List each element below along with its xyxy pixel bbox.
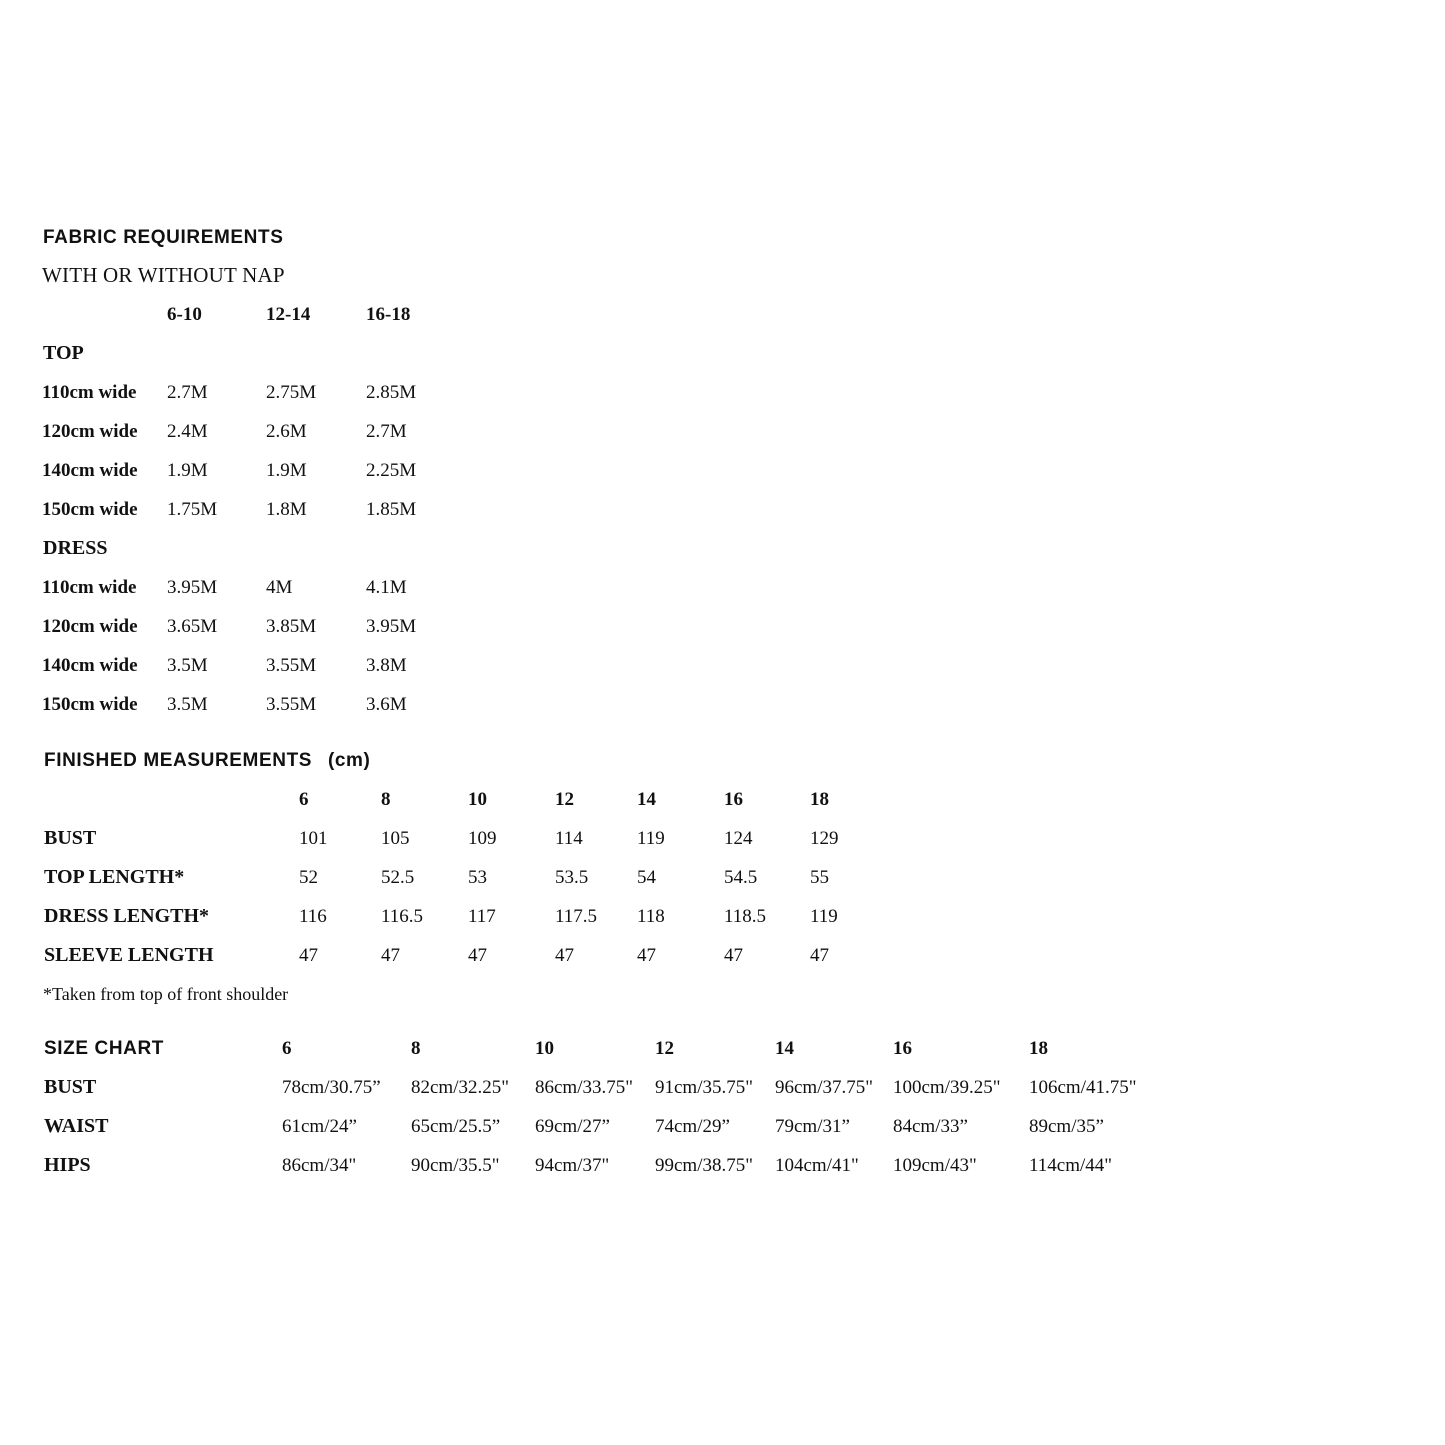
size-chart-value: 79cm/31” <box>775 1116 850 1137</box>
size-chart-value: 90cm/35.5" <box>411 1155 500 1176</box>
finished-value: 52 <box>299 867 318 888</box>
fabric-value: 2.7M <box>366 421 407 442</box>
size-chart-value: 94cm/37" <box>535 1155 610 1176</box>
finished-value: 47 <box>810 945 829 966</box>
size-chart-size-header: 14 <box>775 1038 794 1059</box>
fabric-subtitle: WITH OR WITHOUT NAP <box>42 263 285 287</box>
finished-row-label: BUST <box>44 827 97 849</box>
fabric-value: 4M <box>266 577 293 598</box>
finished-size-header: 18 <box>810 789 829 810</box>
finished-value: 47 <box>555 945 574 966</box>
finished-value: 47 <box>468 945 487 966</box>
fabric-value: 2.75M <box>266 382 317 403</box>
finished-footnote: *Taken from top of front shoulder <box>43 984 289 1004</box>
fabric-width-label: 110cm wide <box>42 382 137 403</box>
size-chart-value: 65cm/25.5” <box>411 1116 501 1137</box>
finished-value: 117 <box>468 906 496 927</box>
fabric-value: 3.5M <box>167 694 208 715</box>
fabric-value: 3.95M <box>366 616 417 637</box>
fabric-title: FABRIC REQUIREMENTS <box>43 227 284 248</box>
size-chart-size-header: 6 <box>282 1038 292 1059</box>
finished-value: 119 <box>810 906 838 927</box>
finished-value: 119 <box>637 828 665 849</box>
finished-value: 109 <box>468 828 497 849</box>
size-chart-value: 99cm/38.75" <box>655 1155 753 1176</box>
finished-value: 47 <box>724 945 743 966</box>
fabric-section-top: TOP <box>43 342 84 364</box>
size-chart-row-label: HIPS <box>44 1154 91 1176</box>
finished-value: 114 <box>555 828 583 849</box>
finished-size-header: 8 <box>381 789 391 810</box>
size-chart-value: 74cm/29” <box>655 1116 730 1137</box>
fabric-value: 1.8M <box>266 499 307 520</box>
fabric-value: 3.55M <box>266 655 317 676</box>
size-chart-size-header: 10 <box>535 1038 554 1059</box>
finished-value: 118 <box>637 906 665 927</box>
size-chart-value: 69cm/27” <box>535 1116 610 1137</box>
finished-value: 54.5 <box>724 867 758 888</box>
finished-value: 47 <box>299 945 318 966</box>
fabric-value: 3.8M <box>366 655 407 676</box>
size-chart-size-header: 12 <box>655 1038 674 1059</box>
fabric-size-header: 16-18 <box>366 304 411 325</box>
size-chart-size-header: 8 <box>411 1038 421 1059</box>
size-chart-value: 86cm/34" <box>282 1155 357 1176</box>
fabric-value: 1.85M <box>366 499 417 520</box>
size-chart-value: 109cm/43" <box>893 1155 977 1176</box>
size-chart-row-label: WAIST <box>44 1115 109 1137</box>
fabric-section-dress: DRESS <box>43 537 108 559</box>
size-chart-value: 106cm/41.75" <box>1029 1077 1137 1098</box>
fabric-value: 4.1M <box>366 577 407 598</box>
size-chart-row-label: BUST <box>44 1076 97 1098</box>
size-chart-value: 114cm/44" <box>1029 1155 1113 1176</box>
finished-value: 53.5 <box>555 867 589 888</box>
finished-value: 53 <box>468 867 487 888</box>
size-chart-value: 104cm/41" <box>775 1155 859 1176</box>
fabric-value: 1.9M <box>266 460 307 481</box>
fabric-value: 3.65M <box>167 616 218 637</box>
finished-value: 129 <box>810 828 839 849</box>
size-chart-title: SIZE CHART <box>44 1038 164 1059</box>
fabric-value: 3.85M <box>266 616 317 637</box>
fabric-value: 2.85M <box>366 382 417 403</box>
finished-row-label: SLEEVE LENGTH <box>44 944 214 966</box>
finished-value: 118.5 <box>724 906 767 927</box>
fabric-value: 3.55M <box>266 694 317 715</box>
size-chart-value: 91cm/35.75" <box>655 1077 753 1098</box>
fabric-width-label: 120cm wide <box>42 616 138 637</box>
fabric-width-label: 140cm wide <box>42 655 138 676</box>
finished-size-header: 10 <box>468 789 487 810</box>
finished-size-header: 16 <box>724 789 743 810</box>
size-chart-value: 84cm/33” <box>893 1116 968 1137</box>
finished-size-header: 14 <box>637 789 656 810</box>
finished-title-text: FINISHED MEASUREMENTS <box>44 750 313 771</box>
size-chart-value: 96cm/37.75" <box>775 1077 873 1098</box>
size-chart-value: 78cm/30.75” <box>282 1077 381 1098</box>
fabric-value: 3.6M <box>366 694 407 715</box>
size-chart-value: 100cm/39.25" <box>893 1077 1001 1098</box>
finished-value: 117.5 <box>555 906 598 927</box>
size-chart-value: 86cm/33.75" <box>535 1077 633 1098</box>
fabric-width-label: 110cm wide <box>42 577 137 598</box>
finished-row-label: TOP LENGTH* <box>44 866 185 888</box>
finished-value: 116.5 <box>381 906 424 927</box>
finished-size-header: 12 <box>555 789 574 810</box>
finished-value: 47 <box>637 945 656 966</box>
finished-value: 101 <box>299 828 328 849</box>
fabric-value: 2.4M <box>167 421 208 442</box>
size-chart-value: 89cm/35” <box>1029 1116 1104 1137</box>
finished-value: 47 <box>381 945 400 966</box>
fabric-width-label: 140cm wide <box>42 460 138 481</box>
finished-size-header: 6 <box>299 789 309 810</box>
finished-value: 124 <box>724 828 753 849</box>
fabric-value: 1.9M <box>167 460 208 481</box>
fabric-value: 1.75M <box>167 499 218 520</box>
fabric-value: 2.7M <box>167 382 208 403</box>
size-chart-size-header: 18 <box>1029 1038 1048 1059</box>
finished-value: 54 <box>637 867 656 888</box>
size-chart-value: 61cm/24” <box>282 1116 357 1137</box>
fabric-value: 3.95M <box>167 577 218 598</box>
fabric-size-header: 6-10 <box>167 304 202 325</box>
finished-value: 116 <box>299 906 327 927</box>
size-chart-value: 82cm/32.25" <box>411 1077 509 1098</box>
fabric-value: 2.6M <box>266 421 307 442</box>
fabric-value: 2.25M <box>366 460 417 481</box>
fabric-width-label: 150cm wide <box>42 694 138 715</box>
finished-value: 105 <box>381 828 410 849</box>
size-chart-size-header: 16 <box>893 1038 912 1059</box>
finished-row-label: DRESS LENGTH* <box>44 905 210 927</box>
fabric-value: 3.5M <box>167 655 208 676</box>
fabric-width-label: 120cm wide <box>42 421 138 442</box>
finished-value: 55 <box>810 867 829 888</box>
fabric-size-header: 12-14 <box>266 304 311 325</box>
finished-unit: (cm) <box>327 750 371 771</box>
fabric-width-label: 150cm wide <box>42 499 138 520</box>
finished-value: 52.5 <box>381 867 415 888</box>
finished-title <box>44 750 370 772</box>
